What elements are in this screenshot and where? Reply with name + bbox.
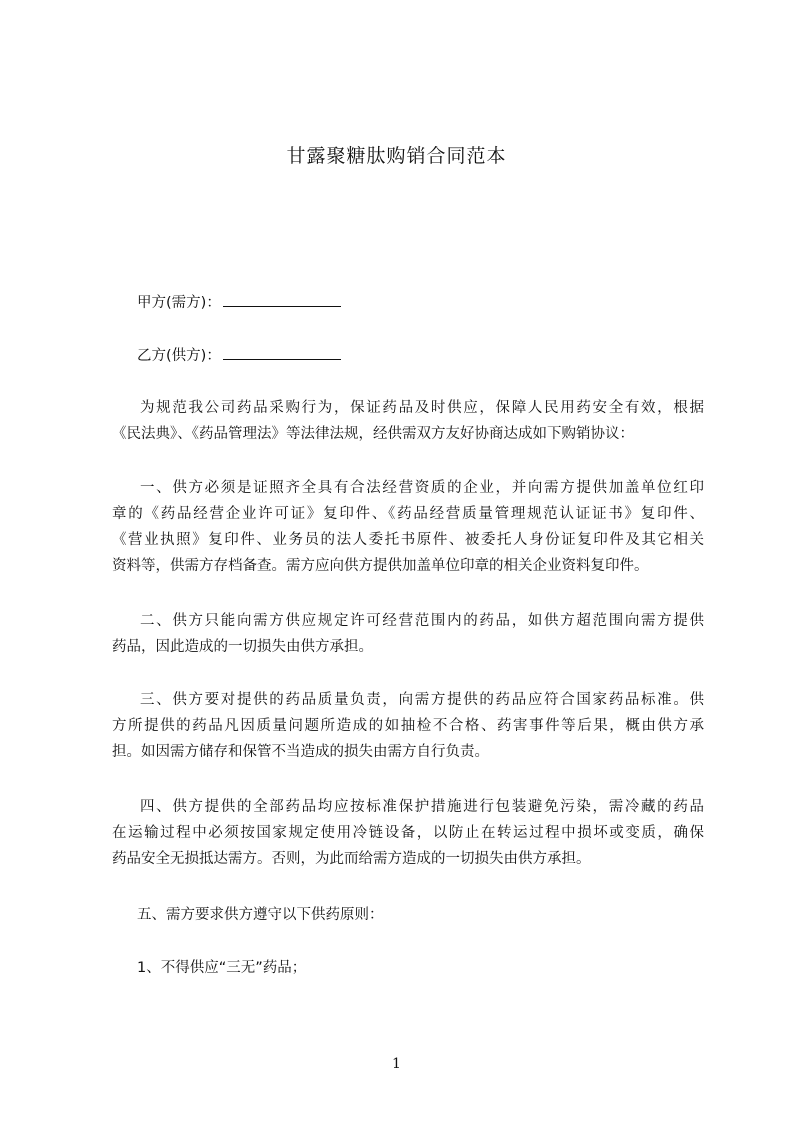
paragraph-line: 药品，因此造成的一切损失由供方承担。 — [112, 639, 373, 655]
paragraph-line: 四、供方提供的全部药品均应按标准保护措施进行包装避免污染，需冷藏的药品 — [140, 799, 704, 815]
paragraph-line: 二、供方只能向需方供应规定许可经营范围内的药品，如供方超范围向需方提供 — [140, 613, 704, 629]
paragraph-line: 《民法典》、《药品管理法》等法律法规，经供需双方友好协商达成如下购销协议： — [112, 426, 634, 442]
clause-1-paragraph — [112, 475, 704, 579]
party-b-label: 乙方(供方)： — [137, 348, 221, 364]
paragraph-line: 1、不得供应“三无”药品； — [137, 960, 307, 976]
paragraph-line: 在运输过程中必须按国家规定使用冷链设备，以防止在转运过程中损坏或变质，确保 — [112, 825, 704, 841]
party-a-field — [137, 292, 341, 313]
clause-3-paragraph — [112, 687, 704, 765]
party-a-label: 甲方(需方)： — [137, 295, 221, 311]
party-b-field — [137, 345, 341, 366]
clause-5-paragraph — [112, 902, 704, 928]
paragraph-line: 方所提供的药品凡因质量问题所造成的如抽检不合格、药害事件等后果，概由供方承 — [112, 718, 704, 734]
paragraph-line: 五、需方要求供方遵守以下供药原则： — [137, 907, 384, 923]
paragraph-line: 为规范我公司药品采购行为，保证药品及时供应，保障人民用药安全有效，根据 — [140, 400, 704, 416]
sub-item-1 — [112, 955, 704, 981]
paragraph-line: 三、供方要对提供的药品质量负责，向需方提供的药品应符合国家药品标准。供 — [140, 692, 704, 708]
clause-4-paragraph — [112, 794, 704, 872]
party-a-blank-line — [223, 292, 341, 307]
intro-paragraph — [112, 395, 704, 447]
paragraph-line: 一、供方必须是证照齐全具有合法经营资质的企业，并向需方提供加盖单位红印 — [140, 480, 704, 496]
clause-2-paragraph — [112, 608, 704, 660]
paragraph-line: 章的《药品经营企业许可证》复印件、《药品经营质量管理规范认证证书》复印件、 — [112, 506, 704, 522]
paragraph-line: 《营业执照》复印件、业务员的法人委托书原件、被委托人身份证复印件及其它相关 — [112, 532, 704, 548]
page-number: 1 — [392, 1056, 401, 1072]
party-b-blank-line — [223, 345, 341, 360]
paragraph-line: 担。如因需方储存和保管不当造成的损失由需方自行负责。 — [112, 744, 489, 760]
document-title: 甘露聚糖肽购销合同范本 — [286, 145, 507, 167]
paragraph-line: 资料等，供需方存档备查。需方应向供方提供加盖单位印章的相关企业资料复印件。 — [112, 558, 649, 574]
paragraph-line: 药品安全无损抵达需方。否则，为此而给需方造成的一切损失由供方承担。 — [112, 851, 591, 867]
